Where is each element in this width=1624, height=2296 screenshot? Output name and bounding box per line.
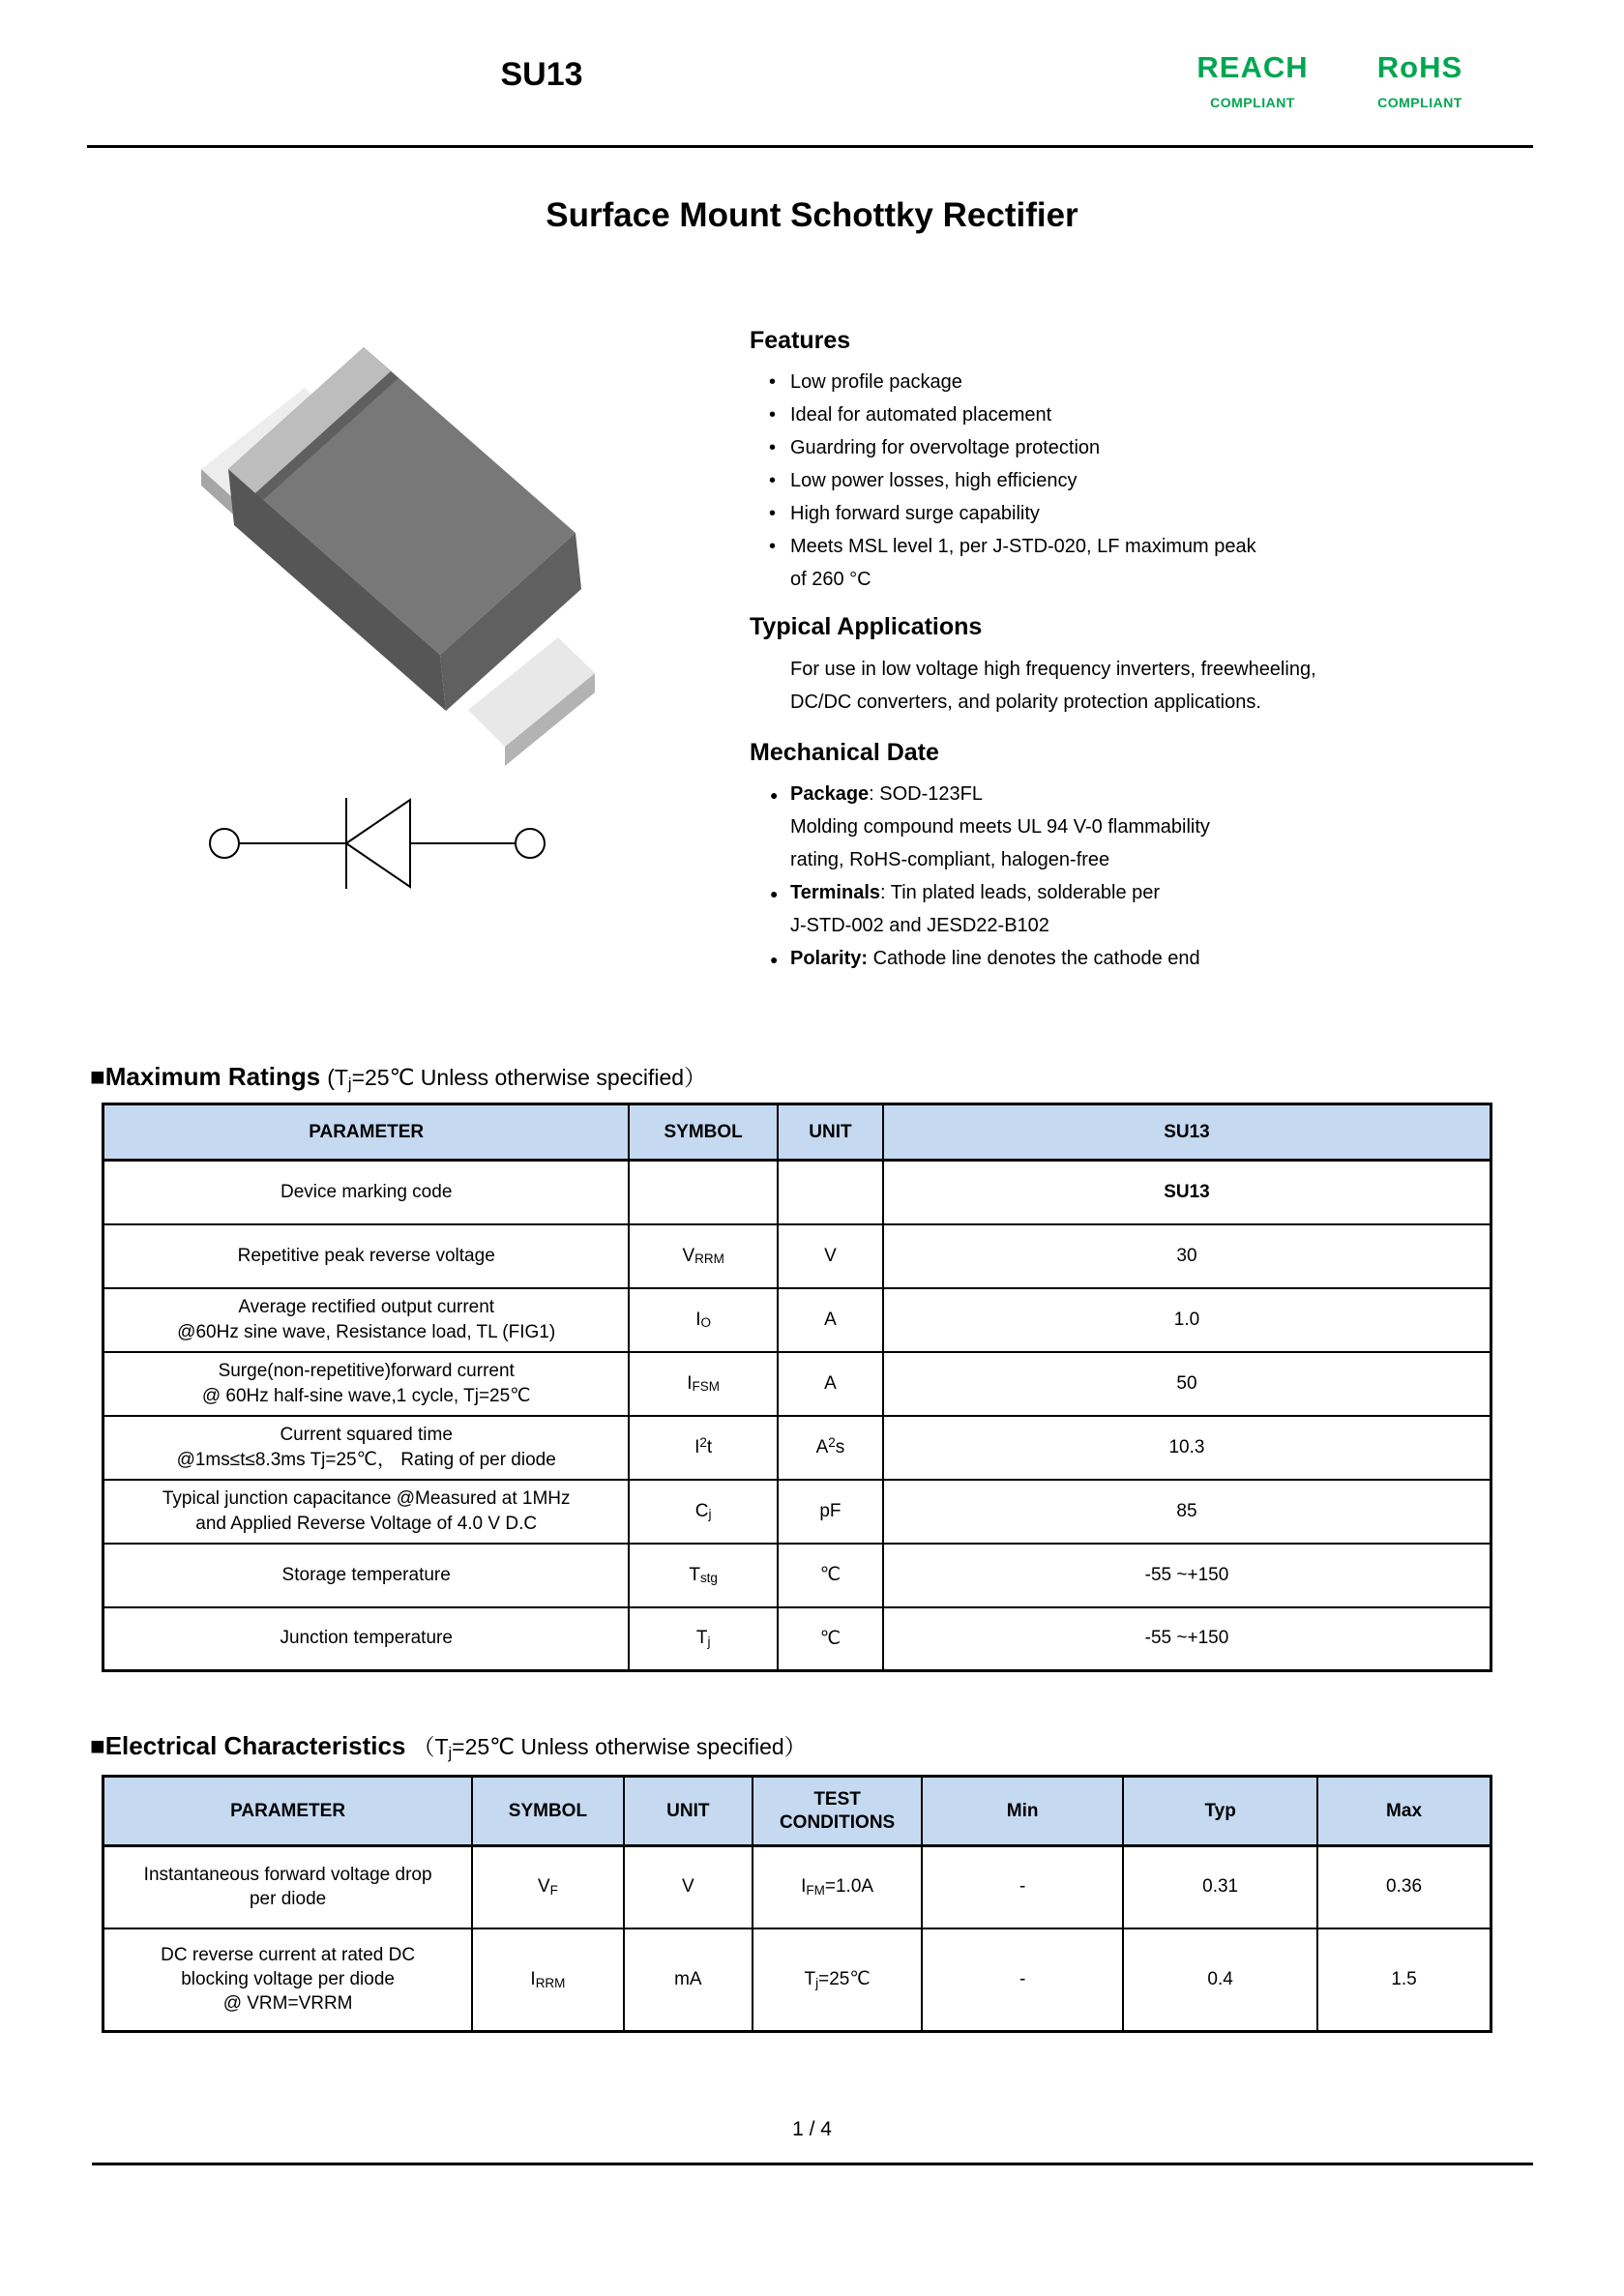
unit-cell [778, 1607, 883, 1671]
header-line: Min [1006, 1800, 1039, 1821]
column-header [103, 1777, 473, 1846]
column-header [624, 1777, 753, 1846]
parameter-line: Typical junction capacitance @Measured at 1MHz [162, 1487, 571, 1509]
applications-section [750, 612, 1581, 719]
feature-item [750, 431, 1581, 464]
value-cell: 50 [883, 1352, 1491, 1416]
unit-cell [778, 1480, 883, 1544]
bullet-icon: • [769, 503, 777, 524]
part-number: SU13 [500, 56, 583, 93]
text-segment: T [695, 1628, 708, 1649]
header-line: PARAMETER [230, 1800, 346, 1821]
symbol-cell [629, 1544, 778, 1607]
parameter-cell [103, 1416, 630, 1480]
mechanical-item [750, 778, 1601, 810]
symbol-cell [629, 1352, 778, 1416]
symbol-cell [472, 1928, 623, 2032]
typ-cell: 0.31 [1123, 1846, 1317, 1928]
max-ratings-table [102, 1103, 1492, 1672]
bullet-icon: • [769, 437, 777, 458]
text-segment: I [530, 1968, 536, 1989]
symbol-cell [629, 1224, 778, 1288]
electrical-heading [90, 1729, 807, 1761]
text-segment: A [815, 1436, 829, 1457]
electrical-table-body [103, 1846, 1491, 2032]
bullet-icon: • [769, 536, 777, 557]
header-line: SYMBOL [664, 1121, 743, 1142]
table-row [103, 1480, 1491, 1544]
text-segment: A [824, 1309, 837, 1330]
application-text: For use in low voltage high frequency inverters, freewheeling, [790, 659, 1316, 680]
column-header [1317, 1777, 1491, 1846]
unit-cell [624, 1928, 753, 2032]
text-segment: s [835, 1436, 845, 1457]
reach-badge-title: REACH [1196, 50, 1309, 84]
mechanical-section [750, 738, 1601, 975]
parameter-cell [103, 1224, 630, 1288]
header-line: PARAMETER [309, 1121, 425, 1142]
parameter-cell [103, 1544, 630, 1607]
symbol-cell [472, 1846, 623, 1928]
rohs-badge-subtitle: COMPLIANT [1377, 95, 1462, 110]
feature-text: of 260 °C [790, 569, 871, 590]
column-header [753, 1777, 922, 1846]
mechanical-list [750, 778, 1601, 975]
text-segment: FM [806, 1883, 825, 1899]
table-header-row [103, 1104, 1491, 1161]
text-segment: C [694, 1500, 709, 1521]
mechanical-label: Terminals [790, 882, 880, 903]
column-header [472, 1777, 623, 1846]
text-segment: F [549, 1883, 558, 1899]
text-segment: T [689, 1564, 700, 1585]
features-list [750, 366, 1581, 596]
header-line: SYMBOL [508, 1800, 588, 1821]
parameter-line: blocking voltage per diode [181, 1969, 395, 1990]
symbol-cell [629, 1288, 778, 1352]
text-segment: ℃ [819, 1565, 842, 1585]
text-segment: j [448, 1744, 453, 1762]
max-cell: 0.36 [1317, 1846, 1491, 1928]
parameter-cell [103, 1928, 473, 2032]
rohs-badge [1352, 50, 1488, 110]
parameter-cell [103, 1161, 630, 1224]
value-cell: -55 ~+150 [883, 1607, 1491, 1671]
column-header [629, 1104, 778, 1161]
parameter-line: and Applied Reverse Voltage of 4.0 V D.C [195, 1513, 538, 1534]
unit-cell [778, 1352, 883, 1416]
feature-text: Low profile package [790, 371, 962, 393]
text-segment: =25℃ Unless otherwise specified） [452, 1734, 807, 1759]
value-cell: 10.3 [883, 1416, 1491, 1480]
parameter-line: Current squared time [280, 1424, 453, 1445]
table-row [103, 1607, 1491, 1671]
mechanical-item [750, 876, 1601, 909]
mechanical-text: Molding compound meets UL 94 V-0 flammability [790, 816, 1210, 838]
table-row [103, 1288, 1491, 1352]
parameter-line: DC reverse current at rated DC [161, 1945, 416, 1966]
mechanical-text: : Tin plated leads, solderable per [880, 882, 1161, 903]
table-row [103, 1544, 1491, 1607]
rohs-badge-title: RoHS [1376, 50, 1463, 84]
feature-text: Ideal for automated placement [790, 404, 1052, 426]
column-header [922, 1777, 1123, 1846]
bullet-icon: ● [770, 952, 779, 967]
symbol-cell [629, 1416, 778, 1480]
value-cell: 85 [883, 1480, 1491, 1544]
text-segment: ℃ [819, 1628, 842, 1649]
header-line: UNIT [666, 1800, 710, 1821]
min-cell: - [922, 1928, 1123, 2032]
parameter-line: @1ms≤t≤8.3ms Tj=25℃， Rating of per diode [176, 1449, 556, 1470]
text-segment: =25℃ [818, 1969, 871, 1990]
bullet-icon: • [769, 404, 777, 426]
max-ratings-heading [90, 1060, 706, 1092]
text-segment: I [687, 1372, 693, 1394]
header-line: Max [1386, 1800, 1423, 1821]
feature-text: Guardring for overvoltage protection [790, 437, 1101, 458]
text-segment: j [347, 1074, 352, 1093]
text-segment: (T [327, 1065, 348, 1090]
mechanical-text: : SOD-123FL [869, 783, 983, 805]
max-ratings-table-head [103, 1104, 1491, 1161]
application-text: DC/DC converters, and polarity protection applications. [790, 692, 1261, 713]
feature-item [750, 398, 1581, 431]
mechanical-text: J-STD-002 and JESD22-B102 [790, 915, 1049, 936]
electrical-heading-condition [412, 1734, 807, 1762]
text-segment: V [681, 1876, 694, 1898]
footer-divider [92, 2163, 1533, 2165]
text-segment: =1.0A [824, 1876, 874, 1898]
feature-text: Meets MSL level 1, per J-STD-020, LF maximum peak [790, 536, 1256, 557]
feature-item [750, 497, 1581, 530]
test-conditions-cell [753, 1928, 922, 2032]
test-conditions-cell [753, 1846, 922, 1928]
max-cell: 1.5 [1317, 1928, 1491, 2032]
feature-item [750, 464, 1581, 497]
header-line: CONDITIONS [779, 1811, 896, 1833]
table-row [103, 1352, 1491, 1416]
page-title: Surface Mount Schottky Rectifier [546, 196, 1078, 234]
unit-cell [778, 1161, 883, 1224]
text-segment: A [824, 1372, 837, 1394]
text-segment: O [700, 1315, 712, 1331]
page-indicator: 1 / 4 [792, 2118, 832, 2140]
applications-lines [750, 653, 1581, 719]
text-segment: T [804, 1969, 816, 1990]
text-segment: j [708, 1507, 712, 1522]
text-segment: V [824, 1245, 837, 1266]
unit-cell [778, 1416, 883, 1480]
unit-cell [624, 1846, 753, 1928]
symbol-cell [629, 1161, 778, 1224]
header-line: SU13 [1164, 1121, 1210, 1142]
min-cell: - [922, 1846, 1123, 1928]
package-3d-image [193, 324, 634, 774]
electrical-heading-bold: ■Electrical Characteristics [90, 1731, 406, 1760]
parameter-line: @ 60Hz half-sine wave,1 cycle, Tj=25℃ [201, 1385, 531, 1406]
text-segment: t [706, 1436, 713, 1457]
bullet-icon: • [769, 371, 777, 393]
unit-cell [778, 1288, 883, 1352]
text-segment: mA [674, 1968, 702, 1989]
text-segment: I [695, 1309, 701, 1330]
max-ratings-table-body [103, 1161, 1491, 1671]
text-segment: RRM [535, 1975, 566, 1990]
text-segment: V [682, 1245, 695, 1266]
text-segment: 2 [828, 1434, 836, 1450]
value-cell: -55 ~+150 [883, 1544, 1491, 1607]
parameter-cell [103, 1352, 630, 1416]
column-header [1123, 1777, 1317, 1846]
parameter-line: per diode [249, 1889, 327, 1910]
mechanical-text: Cathode line denotes the cathode end [868, 948, 1200, 969]
unit-cell [778, 1224, 883, 1288]
diode-symbol [203, 788, 551, 899]
header-divider [87, 145, 1533, 148]
parameter-line: @ VRM=VRRM [222, 1993, 353, 2015]
feature-item [750, 366, 1581, 398]
symbol-cell [629, 1607, 778, 1671]
feature-item [750, 563, 1581, 596]
parameter-line: Surge(non-repetitive)forward current [218, 1360, 515, 1381]
header-line: UNIT [809, 1121, 852, 1142]
text-segment: I [801, 1876, 807, 1898]
parameter-line: @60Hz sine wave, Resistance load, TL (FIG1) [177, 1321, 556, 1342]
max-ratings-heading-condition [327, 1065, 707, 1093]
value-cell: 30 [883, 1224, 1491, 1288]
text-segment: j [815, 1976, 819, 1991]
table-header-row [103, 1777, 1491, 1846]
text-segment: j [707, 1634, 711, 1650]
symbol-cell [629, 1480, 778, 1544]
text-segment: FSM [692, 1379, 721, 1395]
bullet-icon: • [769, 470, 777, 491]
text-segment: I [694, 1436, 700, 1457]
mechanical-heading: Mechanical Date [750, 739, 939, 766]
column-header [883, 1104, 1491, 1161]
parameter-line: Average rectified output current [238, 1296, 495, 1317]
features-heading: Features [750, 327, 851, 354]
mechanical-item [750, 942, 1601, 975]
feature-text: High forward surge capability [790, 503, 1040, 524]
header-line: Typ [1204, 1800, 1236, 1821]
parameter-cell [103, 1288, 630, 1352]
table-row [103, 1928, 1491, 2032]
reach-badge [1166, 50, 1340, 110]
bullet-icon: ● [770, 886, 779, 901]
feature-text: Low power losses, high efficiency [790, 470, 1078, 491]
text-segment: =25℃ Unless otherwise specified） [351, 1065, 707, 1090]
electrical-table-head [103, 1777, 1491, 1846]
feature-item [750, 530, 1581, 563]
text-segment: V [537, 1876, 550, 1898]
bullet-icon: ● [770, 787, 779, 803]
value-cell: 1.0 [883, 1288, 1491, 1352]
column-header [103, 1104, 630, 1161]
text-segment: RRM [694, 1251, 724, 1267]
table-row [103, 1224, 1491, 1288]
table-row [103, 1846, 1491, 1928]
max-ratings-heading-bold: ■Maximum Ratings [90, 1062, 321, 1091]
parameter-line: Storage temperature [281, 1564, 451, 1585]
column-header [778, 1104, 883, 1161]
table-row [103, 1416, 1491, 1480]
text-segment: 2 [699, 1434, 707, 1450]
mechanical-text: rating, RoHS-compliant, halogen-free [790, 849, 1110, 870]
unit-cell [778, 1544, 883, 1607]
parameter-cell [103, 1480, 630, 1544]
parameter-cell [103, 1846, 473, 1928]
text-segment: stg [699, 1571, 718, 1586]
mechanical-label: Package [790, 783, 870, 805]
mechanical-label: Polarity: [790, 948, 869, 969]
electrical-table [102, 1775, 1492, 2033]
typ-cell: 0.4 [1123, 1928, 1317, 2032]
parameter-line: Junction temperature [280, 1628, 453, 1649]
parameter-line: Device marking code [280, 1181, 453, 1202]
reach-badge-subtitle: COMPLIANT [1210, 95, 1295, 110]
parameter-line: Instantaneous forward voltage drop [143, 1865, 432, 1886]
value-cell: SU13 [883, 1161, 1491, 1224]
text-segment: pF [819, 1500, 842, 1521]
table-row [103, 1161, 1491, 1224]
parameter-cell [103, 1607, 630, 1671]
applications-heading: Typical Applications [750, 613, 983, 640]
header-line: TEST [813, 1788, 861, 1810]
features-section [750, 326, 1581, 596]
parameter-line: Repetitive peak reverse voltage [237, 1245, 495, 1266]
text-segment: （T [412, 1734, 449, 1759]
